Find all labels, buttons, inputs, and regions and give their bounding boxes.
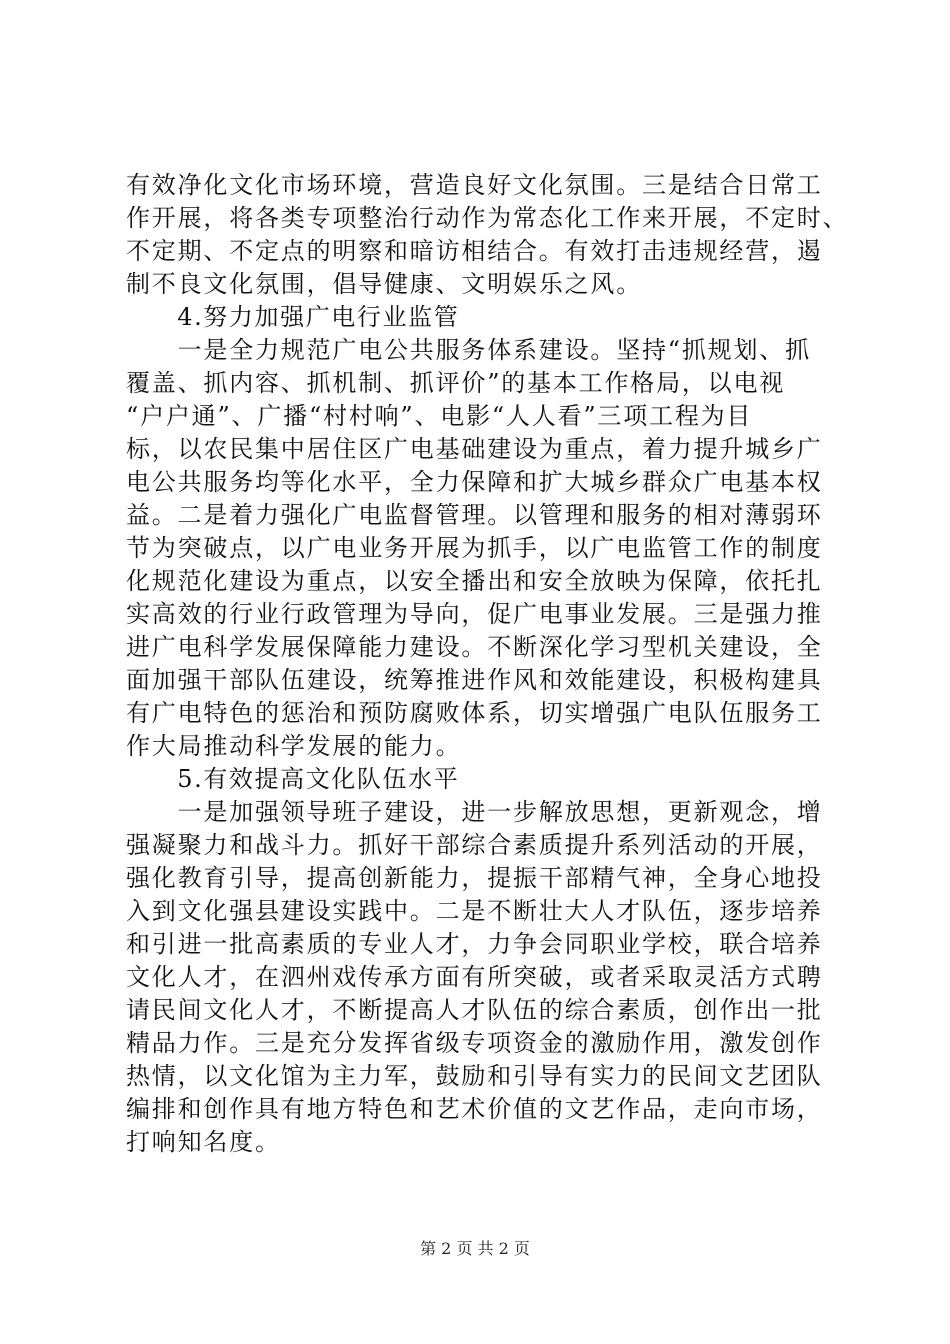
body-line: 有广电特色的惩治和预防腐败体系，切实增强广电队伍服务工 [126,699,823,727]
body-line: 有效净化文化市场环境，营造良好文化氛围。三是结合日常工 [126,171,823,199]
body-line: 强凝聚力和战斗力。抓好干部综合素质提升系列活动的开展， [126,831,823,859]
body-line: 入到文化强县建设实践中。二是不断壮大人才队伍，逐步培养 [126,897,823,925]
body-line: 精品力作。三是充分发挥省级专项资金的激励作用，激发创作 [126,1029,823,1057]
section-heading-4: 4.努力加强广电行业监管 [126,303,460,331]
body-line: “户户通”、广播“村村响”、电影“人人看”三项工程为目 [126,402,753,430]
body-line: 节为突破点，以广电业务开展为抓手，以广电监管工作的制度 [126,534,823,562]
body-line: 化规范化建设为重点，以安全播出和安全放映为保障，依托扎 [126,567,823,595]
body-line: 电公共服务均等化水平，全力保障和扩大城乡群众广电基本权 [126,468,823,496]
page-footer [0,1238,950,1260]
body-line: 热情，以文化馆为主力军，鼓励和引导有实力的民间文艺团队 [126,1062,823,1090]
body-line: 制不良文化氛围，倡导健康、文明娱乐之风。 [126,270,642,298]
page-number-label: 第 2 页 共 2 页 [420,1239,530,1258]
section-heading-5: 5.有效提高文化队伍水平 [126,765,460,793]
body-line: 不定期、不定点的明察和暗访相结合。有效打击违规经营，遏 [126,237,823,265]
body-line: 覆盖、抓内容、抓机制、抓评价”的基本工作格局，以电视 [126,369,786,397]
document-body [126,169,849,1159]
body-line: 作开展，将各类专项整治行动作为常态化工作来开展，不定时、 [126,204,849,232]
body-line: 和引进一批高素质的专业人才，力争会同职业学校，联合培养 [126,930,823,958]
body-line: 文化人才，在泗州戏传承方面有所突破，或者采取灵活方式聘 [126,963,823,991]
body-line: 请民间文化人才，不断提高人才队伍的综合素质，创作出一批 [126,996,823,1024]
body-line: 面加强干部队伍建设，统筹推进作风和效能建设，积极构建具 [126,666,823,694]
body-line: 编排和创作具有地方特色和艺术价值的文艺作品，走向市场， [126,1095,823,1123]
body-line: 作大局推动科学发展的能力。 [126,732,462,760]
body-line: 标，以农民集中居住区广电基础建设为重点，着力提升城乡广 [126,435,823,463]
body-line: 益。二是着力强化广电监督管理。以管理和服务的相对薄弱环 [126,501,823,529]
body-line: 打响知名度。 [126,1128,281,1156]
body-line: 实高效的行业行政管理为导向，促广电事业发展。三是强力推 [126,600,823,628]
body-line: 一是加强领导班子建设，进一步解放思想，更新观念，增 [126,798,823,826]
body-line: 强化教育引导，提高创新能力，提振干部精气神，全身心地投 [126,864,823,892]
body-line: 一是全力规范广电公共服务体系建设。坚持“抓规划、抓 [126,336,811,364]
body-line: 进广电科学发展保障能力建设。不断深化学习型机关建设，全 [126,633,823,661]
